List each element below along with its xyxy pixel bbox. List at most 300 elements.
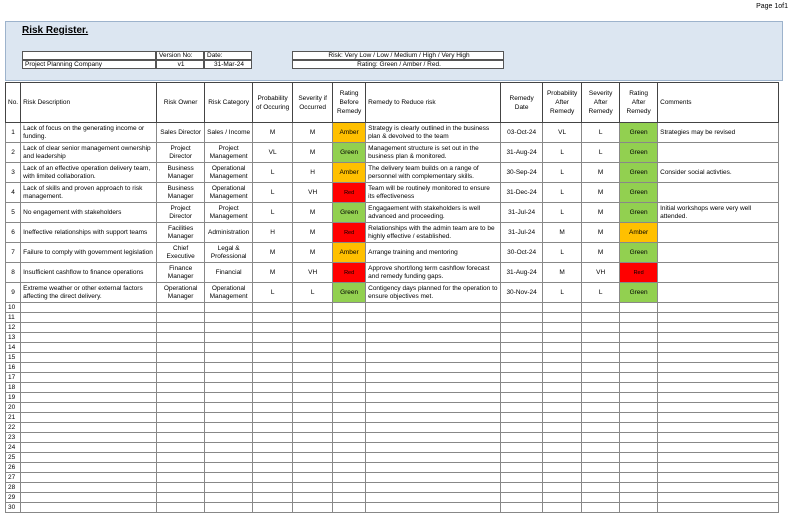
empty-cell[interactable] bbox=[543, 473, 582, 483]
empty-cell[interactable] bbox=[658, 323, 779, 333]
table-row[interactable] bbox=[6, 493, 779, 503]
empty-cell[interactable] bbox=[543, 463, 582, 473]
empty-cell[interactable] bbox=[253, 433, 293, 443]
empty-cell[interactable] bbox=[293, 413, 333, 423]
empty-cell[interactable] bbox=[157, 383, 205, 393]
empty-cell[interactable] bbox=[543, 403, 582, 413]
empty-cell[interactable] bbox=[658, 353, 779, 363]
severity-after[interactable]: L bbox=[582, 123, 620, 143]
rating-before-badge[interactable]: Red bbox=[333, 223, 366, 243]
empty-cell[interactable] bbox=[205, 423, 253, 433]
empty-cell[interactable] bbox=[253, 353, 293, 363]
empty-cell[interactable] bbox=[366, 403, 501, 413]
empty-cell[interactable] bbox=[21, 503, 157, 513]
empty-cell[interactable] bbox=[620, 403, 658, 413]
rating-before-badge[interactable]: Red bbox=[333, 263, 366, 283]
table-row[interactable] bbox=[6, 453, 779, 463]
remedy-date[interactable]: 30-Nov-24 bbox=[501, 283, 543, 303]
empty-cell[interactable] bbox=[253, 383, 293, 393]
empty-cell[interactable] bbox=[658, 413, 779, 423]
row-number[interactable]: 20 bbox=[6, 403, 21, 413]
empty-cell[interactable] bbox=[21, 313, 157, 323]
row-number[interactable]: 10 bbox=[6, 303, 21, 313]
empty-cell[interactable] bbox=[205, 343, 253, 353]
empty-cell[interactable] bbox=[293, 333, 333, 343]
risk-owner[interactable]: Project Director bbox=[157, 143, 205, 163]
empty-cell[interactable] bbox=[253, 473, 293, 483]
empty-cell[interactable] bbox=[333, 423, 366, 433]
empty-cell[interactable] bbox=[293, 423, 333, 433]
empty-cell[interactable] bbox=[333, 463, 366, 473]
empty-cell[interactable] bbox=[157, 343, 205, 353]
probability[interactable]: M bbox=[253, 243, 293, 263]
risk-description[interactable]: Lack of focus on the generating income or funding. bbox=[21, 123, 157, 143]
rating-before-badge[interactable]: Amber bbox=[333, 123, 366, 143]
rating-after-badge[interactable]: Green bbox=[620, 203, 658, 223]
empty-cell[interactable] bbox=[658, 433, 779, 443]
project-value-field[interactable]: Project Planning Company bbox=[22, 60, 156, 69]
table-row[interactable] bbox=[6, 433, 779, 443]
empty-cell[interactable] bbox=[253, 413, 293, 423]
severity-after[interactable]: M bbox=[582, 243, 620, 263]
table-row[interactable] bbox=[6, 473, 779, 483]
empty-cell[interactable] bbox=[658, 383, 779, 393]
comment-text[interactable] bbox=[658, 143, 779, 163]
empty-cell[interactable] bbox=[366, 423, 501, 433]
row-number[interactable]: 23 bbox=[6, 433, 21, 443]
empty-cell[interactable] bbox=[582, 353, 620, 363]
empty-cell[interactable] bbox=[582, 433, 620, 443]
empty-cell[interactable] bbox=[157, 363, 205, 373]
row-number[interactable]: 9 bbox=[6, 283, 21, 303]
empty-cell[interactable] bbox=[333, 323, 366, 333]
table-row[interactable] bbox=[6, 383, 779, 393]
empty-cell[interactable] bbox=[333, 413, 366, 423]
remedy-date[interactable]: 31-Jul-24 bbox=[501, 223, 543, 243]
table-row[interactable] bbox=[6, 203, 779, 223]
probability[interactable]: H bbox=[253, 223, 293, 243]
empty-cell[interactable] bbox=[205, 373, 253, 383]
empty-cell[interactable] bbox=[205, 483, 253, 493]
empty-cell[interactable] bbox=[157, 353, 205, 363]
empty-cell[interactable] bbox=[620, 323, 658, 333]
empty-cell[interactable] bbox=[157, 373, 205, 383]
empty-cell[interactable] bbox=[582, 423, 620, 433]
empty-cell[interactable] bbox=[293, 303, 333, 313]
comment-text[interactable] bbox=[658, 183, 779, 203]
rating-before-badge[interactable]: Amber bbox=[333, 163, 366, 183]
empty-cell[interactable] bbox=[366, 373, 501, 383]
empty-cell[interactable] bbox=[157, 453, 205, 463]
empty-cell[interactable] bbox=[293, 403, 333, 413]
row-number[interactable]: 19 bbox=[6, 393, 21, 403]
empty-cell[interactable] bbox=[658, 463, 779, 473]
risk-description[interactable]: Failure to comply with government legislation bbox=[21, 243, 157, 263]
empty-cell[interactable] bbox=[658, 343, 779, 353]
probability[interactable]: L bbox=[253, 163, 293, 183]
empty-cell[interactable] bbox=[293, 473, 333, 483]
rating-before-badge[interactable]: Green bbox=[333, 283, 366, 303]
risk-category[interactable]: Project Management bbox=[205, 203, 253, 223]
empty-cell[interactable] bbox=[205, 473, 253, 483]
table-row[interactable] bbox=[6, 413, 779, 423]
rating-before-badge[interactable]: Green bbox=[333, 143, 366, 163]
row-number[interactable]: 3 bbox=[6, 163, 21, 183]
empty-cell[interactable] bbox=[543, 453, 582, 463]
empty-cell[interactable] bbox=[333, 313, 366, 323]
empty-cell[interactable] bbox=[501, 393, 543, 403]
empty-cell[interactable] bbox=[205, 383, 253, 393]
empty-cell[interactable] bbox=[157, 323, 205, 333]
row-number[interactable]: 18 bbox=[6, 383, 21, 393]
remedy-date[interactable]: 30-Sep-24 bbox=[501, 163, 543, 183]
empty-cell[interactable] bbox=[543, 493, 582, 503]
empty-cell[interactable] bbox=[582, 463, 620, 473]
empty-cell[interactable] bbox=[366, 443, 501, 453]
risk-description[interactable]: Lack of an effective operation delivery team, with limited collaboration. bbox=[21, 163, 157, 183]
empty-cell[interactable] bbox=[620, 453, 658, 463]
empty-cell[interactable] bbox=[658, 473, 779, 483]
empty-cell[interactable] bbox=[543, 343, 582, 353]
empty-cell[interactable] bbox=[21, 473, 157, 483]
probability-after[interactable]: L bbox=[543, 203, 582, 223]
empty-cell[interactable] bbox=[620, 463, 658, 473]
empty-cell[interactable] bbox=[620, 393, 658, 403]
table-row[interactable] bbox=[6, 333, 779, 343]
empty-cell[interactable] bbox=[582, 413, 620, 423]
remedy-text[interactable]: Engagaement with stakeholders is well advanced and proceeding. bbox=[366, 203, 501, 223]
empty-cell[interactable] bbox=[333, 453, 366, 463]
comment-text[interactable]: Strategies may be revised bbox=[658, 123, 779, 143]
row-number[interactable]: 4 bbox=[6, 183, 21, 203]
table-row[interactable] bbox=[6, 443, 779, 453]
empty-cell[interactable] bbox=[333, 343, 366, 353]
probability-after[interactable]: M bbox=[543, 263, 582, 283]
empty-cell[interactable] bbox=[157, 473, 205, 483]
empty-cell[interactable] bbox=[157, 443, 205, 453]
table-row[interactable] bbox=[6, 243, 779, 263]
empty-cell[interactable] bbox=[157, 483, 205, 493]
severity-after[interactable]: L bbox=[582, 143, 620, 163]
empty-cell[interactable] bbox=[205, 313, 253, 323]
remedy-text[interactable]: Management structure is set out in the business plan & monitored. bbox=[366, 143, 501, 163]
comment-text[interactable] bbox=[658, 263, 779, 283]
empty-cell[interactable] bbox=[157, 463, 205, 473]
risk-category[interactable]: Financial bbox=[205, 263, 253, 283]
risk-category[interactable]: Operational Management bbox=[205, 183, 253, 203]
table-row[interactable] bbox=[6, 403, 779, 413]
empty-cell[interactable] bbox=[366, 413, 501, 423]
empty-cell[interactable] bbox=[253, 483, 293, 493]
empty-cell[interactable] bbox=[366, 503, 501, 513]
empty-cell[interactable] bbox=[293, 323, 333, 333]
empty-cell[interactable] bbox=[658, 363, 779, 373]
empty-cell[interactable] bbox=[157, 313, 205, 323]
empty-cell[interactable] bbox=[543, 393, 582, 403]
severity[interactable]: M bbox=[293, 143, 333, 163]
empty-cell[interactable] bbox=[21, 383, 157, 393]
empty-cell[interactable] bbox=[21, 403, 157, 413]
empty-cell[interactable] bbox=[253, 463, 293, 473]
table-row[interactable] bbox=[6, 463, 779, 473]
risk-category[interactable]: Operational Management bbox=[205, 163, 253, 183]
empty-cell[interactable] bbox=[501, 353, 543, 363]
empty-cell[interactable] bbox=[333, 373, 366, 383]
empty-cell[interactable] bbox=[366, 463, 501, 473]
risk-description[interactable]: Insufficient cashflow to finance operations bbox=[21, 263, 157, 283]
empty-cell[interactable] bbox=[253, 323, 293, 333]
risk-description[interactable]: Lack of clear senior management ownership and leadership bbox=[21, 143, 157, 163]
empty-cell[interactable] bbox=[366, 303, 501, 313]
empty-cell[interactable] bbox=[366, 433, 501, 443]
severity[interactable]: M bbox=[293, 243, 333, 263]
empty-cell[interactable] bbox=[501, 373, 543, 383]
remedy-date[interactable]: 03-Oct-24 bbox=[501, 123, 543, 143]
empty-cell[interactable] bbox=[205, 403, 253, 413]
probability[interactable]: L bbox=[253, 283, 293, 303]
empty-cell[interactable] bbox=[157, 413, 205, 423]
empty-cell[interactable] bbox=[501, 313, 543, 323]
empty-cell[interactable] bbox=[366, 353, 501, 363]
empty-cell[interactable] bbox=[205, 393, 253, 403]
row-number[interactable]: 15 bbox=[6, 353, 21, 363]
empty-cell[interactable] bbox=[366, 473, 501, 483]
remedy-text[interactable]: Arrange training and mentoring bbox=[366, 243, 501, 263]
empty-cell[interactable] bbox=[253, 393, 293, 403]
empty-cell[interactable] bbox=[205, 303, 253, 313]
probability[interactable]: VL bbox=[253, 143, 293, 163]
severity-after[interactable]: L bbox=[582, 283, 620, 303]
comment-text[interactable]: Initial workshops were very well attended. bbox=[658, 203, 779, 223]
empty-cell[interactable] bbox=[543, 483, 582, 493]
empty-cell[interactable] bbox=[21, 343, 157, 353]
empty-cell[interactable] bbox=[501, 503, 543, 513]
empty-cell[interactable] bbox=[658, 493, 779, 503]
empty-cell[interactable] bbox=[157, 403, 205, 413]
row-number[interactable]: 8 bbox=[6, 263, 21, 283]
empty-cell[interactable] bbox=[543, 433, 582, 443]
severity[interactable]: H bbox=[293, 163, 333, 183]
table-row[interactable] bbox=[6, 183, 779, 203]
empty-cell[interactable] bbox=[501, 343, 543, 353]
empty-cell[interactable] bbox=[501, 323, 543, 333]
empty-cell[interactable] bbox=[253, 403, 293, 413]
probability-after[interactable]: L bbox=[543, 243, 582, 263]
probability-after[interactable]: L bbox=[543, 183, 582, 203]
empty-cell[interactable] bbox=[501, 473, 543, 483]
severity[interactable]: VH bbox=[293, 183, 333, 203]
empty-cell[interactable] bbox=[157, 503, 205, 513]
remedy-text[interactable]: Approve short/long term cashflow forecast and remedy funding gaps. bbox=[366, 263, 501, 283]
empty-cell[interactable] bbox=[253, 343, 293, 353]
empty-cell[interactable] bbox=[501, 463, 543, 473]
risk-owner[interactable]: Business Manager bbox=[157, 163, 205, 183]
empty-cell[interactable] bbox=[620, 303, 658, 313]
empty-cell[interactable] bbox=[21, 463, 157, 473]
empty-cell[interactable] bbox=[21, 423, 157, 433]
empty-cell[interactable] bbox=[333, 473, 366, 483]
empty-cell[interactable] bbox=[21, 443, 157, 453]
row-number[interactable]: 7 bbox=[6, 243, 21, 263]
empty-cell[interactable] bbox=[333, 383, 366, 393]
empty-cell[interactable] bbox=[293, 383, 333, 393]
empty-cell[interactable] bbox=[293, 433, 333, 443]
table-row[interactable] bbox=[6, 363, 779, 373]
empty-cell[interactable] bbox=[582, 453, 620, 463]
empty-cell[interactable] bbox=[620, 443, 658, 453]
probability-after[interactable]: L bbox=[543, 143, 582, 163]
empty-cell[interactable] bbox=[253, 333, 293, 343]
empty-cell[interactable] bbox=[543, 303, 582, 313]
empty-cell[interactable] bbox=[366, 343, 501, 353]
empty-cell[interactable] bbox=[205, 323, 253, 333]
empty-cell[interactable] bbox=[333, 483, 366, 493]
empty-cell[interactable] bbox=[205, 443, 253, 453]
row-number[interactable]: 5 bbox=[6, 203, 21, 223]
table-row[interactable] bbox=[6, 503, 779, 513]
comment-text[interactable] bbox=[658, 283, 779, 303]
empty-cell[interactable] bbox=[501, 443, 543, 453]
empty-cell[interactable] bbox=[157, 333, 205, 343]
empty-cell[interactable] bbox=[620, 313, 658, 323]
rating-before-badge[interactable]: Red bbox=[333, 183, 366, 203]
empty-cell[interactable] bbox=[366, 383, 501, 393]
severity-after[interactable]: M bbox=[582, 223, 620, 243]
remedy-text[interactable]: Contigency days planned for the operation to ensure objectives met. bbox=[366, 283, 501, 303]
empty-cell[interactable] bbox=[366, 313, 501, 323]
empty-cell[interactable] bbox=[157, 423, 205, 433]
empty-cell[interactable] bbox=[205, 433, 253, 443]
empty-cell[interactable] bbox=[333, 493, 366, 503]
empty-cell[interactable] bbox=[253, 313, 293, 323]
row-number[interactable]: 13 bbox=[6, 333, 21, 343]
table-row[interactable] bbox=[6, 303, 779, 313]
empty-cell[interactable] bbox=[21, 303, 157, 313]
empty-cell[interactable] bbox=[543, 423, 582, 433]
empty-cell[interactable] bbox=[21, 323, 157, 333]
empty-cell[interactable] bbox=[620, 433, 658, 443]
row-number[interactable]: 1 bbox=[6, 123, 21, 143]
empty-cell[interactable] bbox=[501, 413, 543, 423]
empty-cell[interactable] bbox=[333, 363, 366, 373]
probability-after[interactable]: L bbox=[543, 283, 582, 303]
empty-cell[interactable] bbox=[658, 373, 779, 383]
empty-cell[interactable] bbox=[501, 483, 543, 493]
empty-cell[interactable] bbox=[658, 423, 779, 433]
rating-before-badge[interactable]: Amber bbox=[333, 243, 366, 263]
empty-cell[interactable] bbox=[205, 503, 253, 513]
rating-after-badge[interactable]: Green bbox=[620, 163, 658, 183]
table-row[interactable] bbox=[6, 373, 779, 383]
rating-before-badge[interactable]: Green bbox=[333, 203, 366, 223]
rating-after-badge[interactable]: Amber bbox=[620, 223, 658, 243]
empty-cell[interactable] bbox=[501, 493, 543, 503]
severity[interactable]: M bbox=[293, 123, 333, 143]
rating-after-badge[interactable]: Green bbox=[620, 123, 658, 143]
table-row[interactable] bbox=[6, 423, 779, 433]
risk-category[interactable]: Administration bbox=[205, 223, 253, 243]
empty-cell[interactable] bbox=[582, 363, 620, 373]
row-number[interactable]: 25 bbox=[6, 453, 21, 463]
empty-cell[interactable] bbox=[205, 493, 253, 503]
table-row[interactable] bbox=[6, 143, 779, 163]
comment-text[interactable] bbox=[658, 223, 779, 243]
empty-cell[interactable] bbox=[501, 433, 543, 443]
empty-cell[interactable] bbox=[253, 453, 293, 463]
empty-cell[interactable] bbox=[620, 483, 658, 493]
empty-cell[interactable] bbox=[366, 483, 501, 493]
severity[interactable]: M bbox=[293, 203, 333, 223]
empty-cell[interactable] bbox=[333, 303, 366, 313]
empty-cell[interactable] bbox=[501, 303, 543, 313]
empty-cell[interactable] bbox=[205, 363, 253, 373]
row-number[interactable]: 24 bbox=[6, 443, 21, 453]
rating-after-badge[interactable]: Green bbox=[620, 243, 658, 263]
empty-cell[interactable] bbox=[620, 503, 658, 513]
empty-cell[interactable] bbox=[293, 373, 333, 383]
empty-cell[interactable] bbox=[582, 373, 620, 383]
severity[interactable]: VH bbox=[293, 263, 333, 283]
empty-cell[interactable] bbox=[582, 383, 620, 393]
row-number[interactable]: 21 bbox=[6, 413, 21, 423]
severity-after[interactable]: VH bbox=[582, 263, 620, 283]
empty-cell[interactable] bbox=[21, 353, 157, 363]
empty-cell[interactable] bbox=[205, 453, 253, 463]
empty-cell[interactable] bbox=[21, 393, 157, 403]
risk-owner[interactable]: Business Manager bbox=[157, 183, 205, 203]
risk-owner[interactable]: Operational Manager bbox=[157, 283, 205, 303]
empty-cell[interactable] bbox=[253, 363, 293, 373]
empty-cell[interactable] bbox=[366, 453, 501, 463]
empty-cell[interactable] bbox=[21, 483, 157, 493]
empty-cell[interactable] bbox=[620, 373, 658, 383]
empty-cell[interactable] bbox=[620, 343, 658, 353]
severity[interactable]: L bbox=[293, 283, 333, 303]
empty-cell[interactable] bbox=[658, 453, 779, 463]
table-row[interactable] bbox=[6, 163, 779, 183]
empty-cell[interactable] bbox=[333, 393, 366, 403]
risk-category[interactable]: Legal & Professional bbox=[205, 243, 253, 263]
empty-cell[interactable] bbox=[253, 423, 293, 433]
empty-cell[interactable] bbox=[293, 343, 333, 353]
row-number[interactable]: 26 bbox=[6, 463, 21, 473]
empty-cell[interactable] bbox=[205, 333, 253, 343]
empty-cell[interactable] bbox=[582, 443, 620, 453]
empty-cell[interactable] bbox=[658, 483, 779, 493]
risk-owner[interactable]: Chief Executive bbox=[157, 243, 205, 263]
empty-cell[interactable] bbox=[582, 483, 620, 493]
empty-cell[interactable] bbox=[333, 443, 366, 453]
empty-cell[interactable] bbox=[620, 493, 658, 503]
empty-cell[interactable] bbox=[333, 503, 366, 513]
empty-cell[interactable] bbox=[21, 363, 157, 373]
table-row[interactable] bbox=[6, 283, 779, 303]
empty-cell[interactable] bbox=[658, 313, 779, 323]
table-row[interactable] bbox=[6, 343, 779, 353]
table-row[interactable] bbox=[6, 223, 779, 243]
risk-description[interactable]: Extreme weather or other external factors affecting the direct delivery. bbox=[21, 283, 157, 303]
empty-cell[interactable] bbox=[543, 323, 582, 333]
empty-cell[interactable] bbox=[253, 493, 293, 503]
empty-cell[interactable] bbox=[582, 343, 620, 353]
row-number[interactable]: 29 bbox=[6, 493, 21, 503]
empty-cell[interactable] bbox=[620, 413, 658, 423]
empty-cell[interactable] bbox=[205, 463, 253, 473]
empty-cell[interactable] bbox=[253, 303, 293, 313]
empty-cell[interactable] bbox=[293, 483, 333, 493]
risk-description[interactable]: No engagement with stakeholders bbox=[21, 203, 157, 223]
empty-cell[interactable] bbox=[253, 443, 293, 453]
